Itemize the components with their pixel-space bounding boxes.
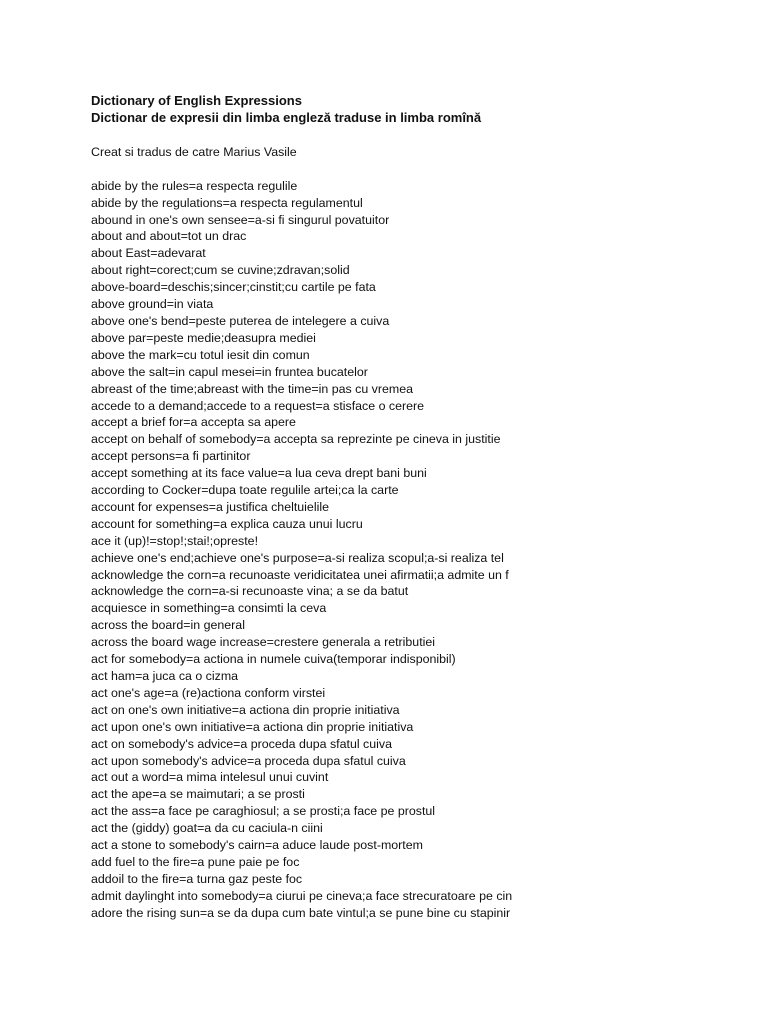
dictionary-entry: according to Cocker=dupa toate regulile artei;ca la carte	[91, 483, 399, 498]
dictionary-entry: across the board wage increase=crestere generala a retributiei	[91, 635, 436, 650]
dictionary-entry: about right=corect;cum se cuvine;zdravan;solid	[91, 263, 350, 278]
dictionary-entry: about East=adevarat	[91, 246, 206, 261]
dictionary-entry: above the salt=in capul mesei=in fruntea bucatelor	[91, 364, 368, 379]
dictionary-entry: accept persons=a fi partinitor	[91, 449, 251, 464]
dictionary-entry: act upon one's own initiative=a actiona din proprie initiativa	[91, 719, 414, 734]
dictionary-entry: acquiesce in something=a consimti la ceva	[91, 601, 327, 616]
author-line: Creat si tradus de catre Marius Vasile	[91, 144, 297, 159]
dictionary-entry: accept something at its face value=a lua ceva drept bani buni	[91, 466, 427, 481]
title-english: Dictionary of English Expressions	[91, 93, 302, 108]
dictionary-entry: act ham=a juca ca o cizma	[91, 669, 239, 683]
dictionary-entry: act upon somebody's advice=a proceda dupa sfatul cuiva	[91, 753, 406, 768]
dictionary-entry: add fuel to the fire=a pune paie pe foc	[91, 854, 300, 869]
dictionary-entry: act a stone to somebody's cairn=a aduce laude post-mortem	[91, 838, 423, 853]
dictionary-entry: addoil to the fire=a turna gaz peste foc	[91, 871, 303, 886]
dictionary-entry: abide by the regulations=a respecta regulamentul	[91, 195, 363, 210]
dictionary-entry: act on one's own initiative=a actiona din proprie initiativa	[91, 702, 400, 717]
document-page	[91, 93, 751, 922]
dictionary-entry: abreast of the time;abreast with the time=in pas cu vremea	[91, 381, 413, 396]
dictionary-entry: act one's age=a (re)actiona conform virstei	[91, 685, 326, 700]
dictionary-entry: acknowledge the corn=a-si recunoaste vina; a se da batut	[91, 584, 409, 599]
dictionary-entry: about and about=tot un drac	[91, 229, 247, 244]
dictionary-entry: above ground=in viata	[91, 297, 214, 312]
dictionary-entry: above one's bend=peste puterea de intelegere a cuiva	[91, 313, 390, 328]
dictionary-entry: act the ape=a se maimutari; a se prosti	[91, 787, 305, 802]
entry-list	[91, 178, 751, 922]
dictionary-entry: above the mark=cu totul iesit din comun	[91, 347, 310, 362]
dictionary-entry: account for expenses=a justifica cheltuielile	[91, 499, 329, 514]
dictionary-entry: adore the rising sun=a se da dupa cum bate vintul;a se pune bine cu stapinir	[91, 905, 511, 920]
dictionary-entry: act on somebody's advice=a proceda dupa sfatul cuiva	[91, 736, 392, 751]
dictionary-entry: abide by the rules=a respecta regulile	[91, 178, 298, 193]
dictionary-entry: achieve one's end;achieve one's purpose=a-si realiza scopul;a-si realiza tel	[91, 550, 504, 565]
dictionary-entry: act out a word=a mima intelesul unui cuvint	[91, 770, 329, 785]
dictionary-entry: accede to a demand;accede to a request=a stisface o cerere	[91, 398, 425, 413]
dictionary-entry: act the (giddy) goat=a da cu caciula-n ciini	[91, 821, 323, 836]
dictionary-entry: account for something=a explica cauza unui lucru	[91, 516, 363, 531]
dictionary-entry: act the ass=a face pe caraghiosul; a se prosti;a face pe prostul	[91, 804, 436, 819]
dictionary-entry: abound in one's own sensee=a-si fi singurul povatuitor	[91, 212, 390, 227]
dictionary-entry: above-board=deschis;sincer;cinstit;cu cartile pe fata	[91, 280, 376, 295]
dictionary-entry: accept on behalf of somebody=a accepta sa reprezinte pe cineva in justitie	[91, 432, 501, 447]
dictionary-entry: accept a brief for=a accepta sa apere	[91, 415, 296, 430]
dictionary-entry: ace it (up)!=stop!;stai!;opreste!	[91, 533, 259, 548]
title-romanian: Dictionar de expresii din limba engleză traduse in limba romînă	[91, 109, 482, 125]
dictionary-entry: acknowledge the corn=a recunoaste veridicitatea unei afirmatii;a admite un f	[91, 567, 509, 582]
dictionary-entry: admit daylinght into somebody=a ciurui pe cineva;a face strecuratoare pe cin	[91, 888, 513, 903]
dictionary-entry: across the board=in general	[91, 618, 245, 633]
dictionary-entry: above par=peste medie;deasupra mediei	[91, 330, 316, 345]
dictionary-entry: act for somebody=a actiona in numele cuiva(temporar indisponibil)	[91, 652, 456, 667]
